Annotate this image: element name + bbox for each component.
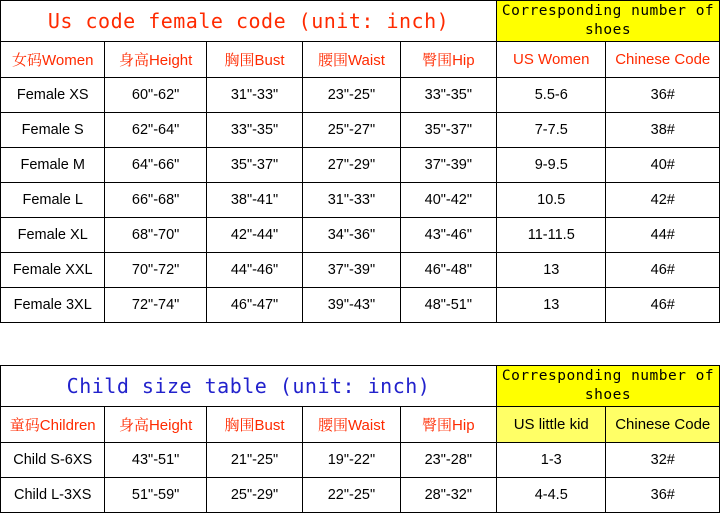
cell-hip: 43"-46" <box>400 218 496 253</box>
cell-waist: 34"-36" <box>303 218 400 253</box>
women-header-4: 臀围Hip <box>400 42 496 78</box>
women-header-5: US Women <box>497 42 606 78</box>
cell-height: 43"-51" <box>105 443 206 478</box>
child-header-5: US little kid <box>497 407 606 443</box>
cell-cn-shoe: 36# <box>606 78 720 113</box>
women-header-3: 腰围Waist <box>303 42 400 78</box>
cell-hip: 23"-28" <box>400 443 496 478</box>
cell-size: Female S <box>1 113 105 148</box>
cell-height: 51"-59" <box>105 478 206 513</box>
women-header-2: 胸围Bust <box>206 42 302 78</box>
cell-us-shoe: 11-11.5 <box>497 218 606 253</box>
cell-waist: 31"-33" <box>303 183 400 218</box>
child-size-table <box>0 365 720 513</box>
cell-hip: 40"-42" <box>400 183 496 218</box>
cell-waist: 22"-25" <box>303 478 400 513</box>
women-header-6: Chinese Code <box>606 42 720 78</box>
child-title: Child size table (unit: inch) <box>1 366 497 407</box>
cell-waist: 27"-29" <box>303 148 400 183</box>
cell-height: 60"-62" <box>105 78 206 113</box>
table-row <box>1 218 720 253</box>
table-row <box>1 78 720 113</box>
table-gap <box>0 323 720 365</box>
cell-bust: 25"-29" <box>206 478 302 513</box>
cell-hip: 37"-39" <box>400 148 496 183</box>
child-shoes-title: Corresponding number of shoes <box>497 366 720 407</box>
cell-bust: 31"-33" <box>206 78 302 113</box>
table-row <box>1 183 720 218</box>
cell-cn-shoe: 42# <box>606 183 720 218</box>
cell-bust: 38"-41" <box>206 183 302 218</box>
child-header-row <box>1 407 720 443</box>
cell-height: 70"-72" <box>105 253 206 288</box>
cell-bust: 44"-46" <box>206 253 302 288</box>
child-title-row <box>1 366 720 407</box>
cell-cn-shoe: 40# <box>606 148 720 183</box>
women-shoes-title: Corresponding number of shoes <box>497 1 720 42</box>
cell-bust: 35"-37" <box>206 148 302 183</box>
cell-height: 62"-64" <box>105 113 206 148</box>
child-header-0: 童码Children <box>1 407 105 443</box>
cell-size: Female XL <box>1 218 105 253</box>
cell-hip: 33"-35" <box>400 78 496 113</box>
women-header-0: 女码Women <box>1 42 105 78</box>
cell-us-shoe: 7-7.5 <box>497 113 606 148</box>
child-header-3: 腰围Waist <box>303 407 400 443</box>
cell-size: Child L-3XS <box>1 478 105 513</box>
cell-us-shoe: 5.5-6 <box>497 78 606 113</box>
cell-size: Female XS <box>1 78 105 113</box>
cell-us-shoe: 13 <box>497 253 606 288</box>
cell-us-shoe: 1-3 <box>497 443 606 478</box>
cell-size: Female XXL <box>1 253 105 288</box>
cell-cn-shoe: 38# <box>606 113 720 148</box>
cell-waist: 37"-39" <box>303 253 400 288</box>
cell-size: Female L <box>1 183 105 218</box>
cell-size: Child S-6XS <box>1 443 105 478</box>
women-header-row <box>1 42 720 78</box>
table-row <box>1 113 720 148</box>
table-row <box>1 253 720 288</box>
cell-waist: 19"-22" <box>303 443 400 478</box>
cell-height: 64"-66" <box>105 148 206 183</box>
cell-hip: 35"-37" <box>400 113 496 148</box>
table-row <box>1 478 720 513</box>
cell-bust: 21"-25" <box>206 443 302 478</box>
cell-size: Female 3XL <box>1 288 105 323</box>
cell-height: 68"-70" <box>105 218 206 253</box>
cell-cn-shoe: 44# <box>606 218 720 253</box>
cell-us-shoe: 4-4.5 <box>497 478 606 513</box>
cell-us-shoe: 13 <box>497 288 606 323</box>
cell-size: Female M <box>1 148 105 183</box>
cell-hip: 48"-51" <box>400 288 496 323</box>
women-title-row <box>1 1 720 42</box>
table-row <box>1 443 720 478</box>
women-header-1: 身高Height <box>105 42 206 78</box>
cell-height: 66"-68" <box>105 183 206 218</box>
cell-waist: 39"-43" <box>303 288 400 323</box>
child-header-4: 臀围Hip <box>400 407 496 443</box>
women-title: Us code female code (unit: inch) <box>1 1 497 42</box>
cell-us-shoe: 9-9.5 <box>497 148 606 183</box>
cell-bust: 46"-47" <box>206 288 302 323</box>
cell-cn-shoe: 36# <box>606 478 720 513</box>
cell-hip: 46"-48" <box>400 253 496 288</box>
cell-hip: 28"-32" <box>400 478 496 513</box>
cell-us-shoe: 10.5 <box>497 183 606 218</box>
cell-height: 72"-74" <box>105 288 206 323</box>
child-header-1: 身高Height <box>105 407 206 443</box>
cell-waist: 25"-27" <box>303 113 400 148</box>
cell-bust: 33"-35" <box>206 113 302 148</box>
child-header-6: Chinese Code <box>606 407 720 443</box>
cell-cn-shoe: 32# <box>606 443 720 478</box>
table-row <box>1 288 720 323</box>
cell-waist: 23"-25" <box>303 78 400 113</box>
table-row <box>1 148 720 183</box>
cell-cn-shoe: 46# <box>606 253 720 288</box>
cell-cn-shoe: 46# <box>606 288 720 323</box>
child-header-2: 胸围Bust <box>206 407 302 443</box>
cell-bust: 42"-44" <box>206 218 302 253</box>
